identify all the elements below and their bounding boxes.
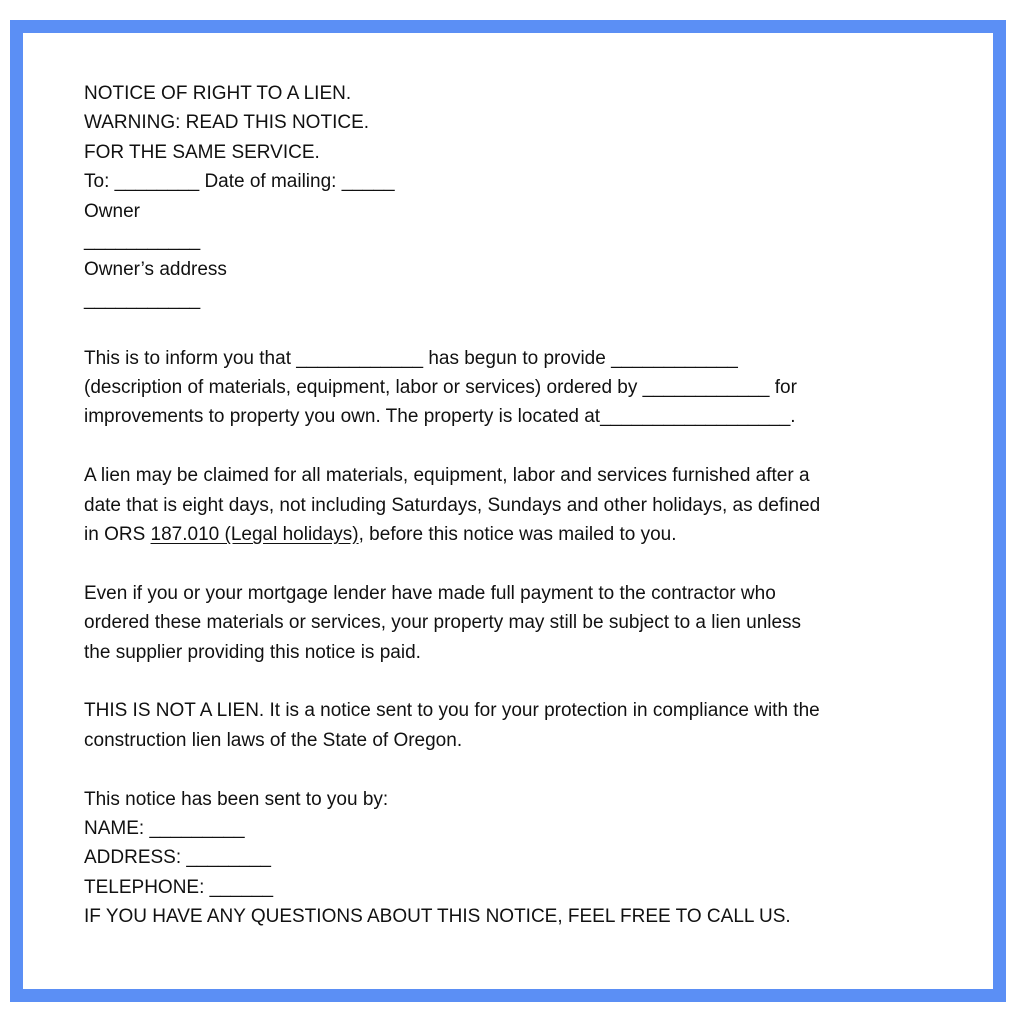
owner-label: Owner	[84, 200, 140, 222]
inform-line-3: improvements to property you own. The property is located at__________________.	[84, 406, 796, 428]
lien-claim-line-3-prefix: in ORS	[84, 524, 151, 546]
owner-address-label: Owner’s address	[84, 259, 227, 281]
questions-line: IF YOU HAVE ANY QUESTIONS ABOUT THIS NOTICE, FEEL FREE TO CALL US.	[84, 906, 791, 928]
paragraph-gap	[84, 549, 964, 578]
sender-telephone-field: TELEPHONE: ______	[84, 876, 274, 898]
paragraph-gap	[84, 432, 964, 461]
lien-claim-line-3-suffix: , before this notice was mailed to you.	[358, 524, 677, 546]
payment-line-2: ordered these materials or services, your property may still be subject to a lien unless	[84, 612, 802, 634]
to-and-date-line: To: ________ Date of mailing: _____	[84, 171, 395, 193]
lien-claim-line-2: date that is eight days, not including Saturdays, Sundays and other holidays, as defined	[84, 494, 821, 516]
not-a-lien-line-1: THIS IS NOT A LIEN. It is a notice sent to you for your protection in compliance with the	[84, 700, 820, 722]
ors-legal-holidays-link[interactable]: 187.010 (Legal holidays)	[150, 524, 359, 546]
notice-title: NOTICE OF RIGHT TO A LIEN.	[84, 83, 352, 104]
payment-paragraph	[84, 579, 964, 667]
notice-same-service: FOR THE SAME SERVICE.	[84, 141, 320, 163]
sender-intro: This notice has been sent to you by:	[84, 788, 389, 810]
payment-line-1: Even if you or your mortgage lender have made full payment to the contractor who	[84, 582, 776, 604]
not-a-lien-paragraph	[84, 696, 964, 755]
not-a-lien-line-2: construction lien laws of the State of Oregon.	[84, 729, 463, 751]
paragraph-gap	[84, 314, 964, 343]
owner-address-blank: ___________	[84, 288, 201, 310]
inform-line-2: (description of materials, equipment, labor or services) ordered by ____________ for	[84, 377, 797, 399]
payment-line-3: the supplier providing this notice is paid.	[84, 641, 421, 663]
sender-address-field: ADDRESS: ________	[84, 847, 271, 869]
sender-block	[84, 785, 964, 932]
owner-blank: ___________	[84, 230, 201, 252]
lien-claim-paragraph	[84, 461, 964, 549]
lien-claim-line-1: A lien may be claimed for all materials, equipment, labor and services furnished after a	[84, 465, 810, 487]
paragraph-gap	[84, 755, 964, 784]
paragraph-gap	[84, 667, 964, 696]
lien-notice-document	[84, 79, 964, 932]
notice-warning: WARNING: READ THIS NOTICE.	[84, 112, 370, 134]
inform-line-1: This is to inform you that ____________ has begun to provide ____________	[84, 347, 738, 369]
lien-claim-line-3	[84, 520, 964, 549]
sender-name-field: NAME: _________	[84, 818, 245, 840]
inform-paragraph	[84, 344, 964, 432]
